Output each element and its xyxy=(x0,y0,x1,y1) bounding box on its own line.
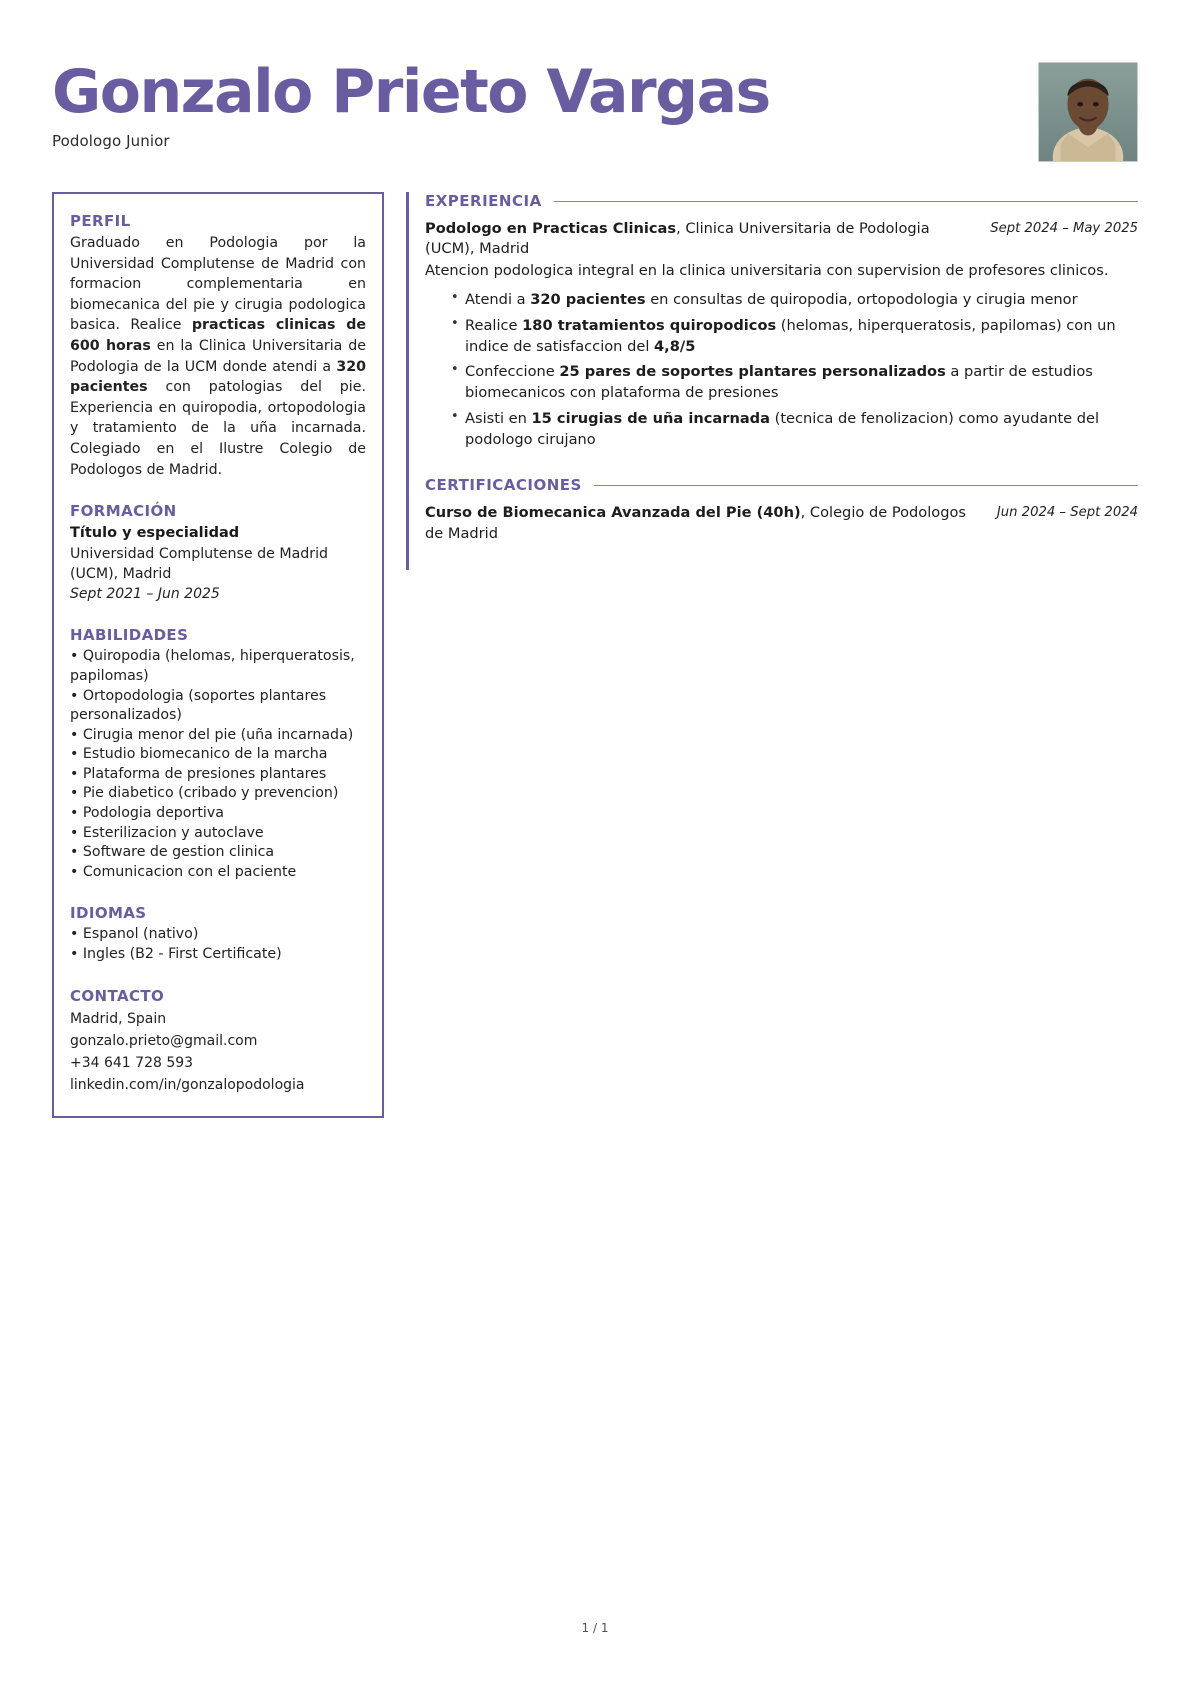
certification-entry xyxy=(425,503,1138,544)
experience-company: , Clinica Universitaria de Podologia (UCM), Madrid xyxy=(425,220,930,258)
certification-title-issuer xyxy=(425,503,983,544)
resume-body xyxy=(52,192,1138,1118)
resume-header xyxy=(52,57,1138,172)
section-heading-formacion: FORMACIÓN xyxy=(70,502,177,521)
education-institution-line1: Universidad Complutense de Madrid xyxy=(70,545,329,562)
contact-phone[interactable]: +34 641 728 593 xyxy=(70,1054,194,1071)
section-heading-experiencia: EXPERIENCIA xyxy=(425,192,542,210)
skill-item: • Quiropodia (helomas, hiperqueratosis, papilomas) xyxy=(70,648,355,684)
heading-divider xyxy=(554,201,1138,202)
certification-entry-head xyxy=(425,503,1138,544)
contact-linkedin[interactable]: linkedin.com/in/gonzalopodologia xyxy=(70,1076,305,1093)
certification-title: Curso de Biomecanica Avanzada del Pie (40h) xyxy=(425,504,801,522)
heading-divider xyxy=(594,485,1138,486)
section-perfil xyxy=(70,212,366,480)
experience-dates: Sept 2024 – May 2025 xyxy=(990,221,1138,236)
experience-bullet: • Confeccione 25 pares de soportes plantares personalizados a partir de estudios biomecanicos con plataforma de presiones xyxy=(451,362,1138,403)
experience-role: Podologo en Practicas Clinicas xyxy=(425,220,677,237)
section-heading-perfil: PERFIL xyxy=(70,212,131,230)
experience-role-company xyxy=(425,219,976,260)
contact-location: Madrid, Spain xyxy=(70,1010,167,1027)
skill-item: • Software de gestion clinica xyxy=(70,844,275,861)
perfil-text: Graduado en Podologia por la Universidad Complutense de Madrid con formacion complementaria en biomecanica del pie y cirugia podologica basica. Realice practicas clinicas de 600 horas en la Clinica Universitaria de Podologia de la UCM donde atendi a 320 pacientes con patologias del pie. Experiencia en quiropodia, ortopodologia y tratamiento de la uña incarnada. Colegiado en el Ilustre Colegio de Podologos de Madrid. xyxy=(70,235,366,478)
skill-item: • Esterilizacion y autoclave xyxy=(70,824,264,841)
skill-item: • Estudio biomecanico de la marcha xyxy=(70,746,328,763)
skill-item: • Plataforma de presiones plantares xyxy=(70,765,327,782)
experience-entry-head xyxy=(425,219,1138,260)
experience-description: Atencion podologica integral en la clinica universitaria con supervision de profesores clinicos. xyxy=(425,261,1109,279)
section-contacto xyxy=(70,987,366,1096)
languages-list xyxy=(70,925,366,964)
section-heading-contacto: CONTACTO xyxy=(70,986,165,1005)
education-institution-line2: (UCM), Madrid xyxy=(70,565,172,582)
experience-bullet: • Realice 180 tratamientos quiropodicos (helomas, hiperqueratosis, papilomas) con un indice de satisfaccion del 4,8/5 xyxy=(451,316,1138,357)
language-item: • Ingles (B2 - First Certificate) xyxy=(70,946,282,963)
heading-row-experiencia xyxy=(425,192,1138,210)
certification-issuer: , Colegio de Podologos de Madrid xyxy=(425,504,967,542)
section-habilidades xyxy=(70,626,366,882)
section-idiomas xyxy=(70,904,366,964)
heading-row-certificaciones xyxy=(425,476,1138,494)
certification-dates: Jun 2024 – Sept 2024 xyxy=(996,505,1138,521)
education-dates: Sept 2021 – Jun 2025 xyxy=(70,586,220,603)
section-experiencia xyxy=(425,192,1138,450)
skill-item: • Cirugia menor del pie (uña incarnada) xyxy=(70,726,354,743)
experience-bullets xyxy=(425,290,1138,450)
skill-item: • Ortopodologia (soportes plantares personalizados) xyxy=(70,687,327,724)
skill-item: • Pie diabetico (cribado y prevencion) xyxy=(70,785,339,802)
experience-bullet: • Asisti en 15 cirugias de uña incarnada (tecnica de fenolizacion) como ayudante del podologo cirujano xyxy=(451,409,1138,450)
skill-item: • Comunicacion con el paciente xyxy=(70,863,297,880)
main-column xyxy=(406,192,1138,570)
section-heading-habilidades: HABILIDADES xyxy=(70,626,189,645)
section-heading-idiomas: IDIOMAS xyxy=(70,904,147,923)
job-title: Podologo Junior xyxy=(52,132,170,150)
section-certificaciones xyxy=(425,476,1138,544)
experience-entry xyxy=(425,219,1138,450)
avatar xyxy=(1038,62,1138,162)
skills-list xyxy=(70,647,366,882)
experience-bullet: • Atendi a 320 pacientes en consultas de quiropodia, ortopodologia y cirugia menor xyxy=(451,290,1138,311)
section-heading-certificaciones: CERTIFICACIONES xyxy=(425,476,582,495)
education-degree: Título y especialidad xyxy=(70,525,240,542)
sidebar xyxy=(52,192,384,1118)
page-title: Gonzalo Prieto Vargas xyxy=(52,57,770,127)
section-formacion xyxy=(70,502,366,604)
language-item: • Espanol (nativo) xyxy=(70,926,199,943)
page-indicator: 1 / 1 xyxy=(581,1621,609,1635)
contact-email[interactable]: gonzalo.prieto@gmail.com xyxy=(70,1032,258,1049)
skill-item: • Podologia deportiva xyxy=(70,805,224,822)
portrait-photo-icon xyxy=(1039,63,1137,161)
